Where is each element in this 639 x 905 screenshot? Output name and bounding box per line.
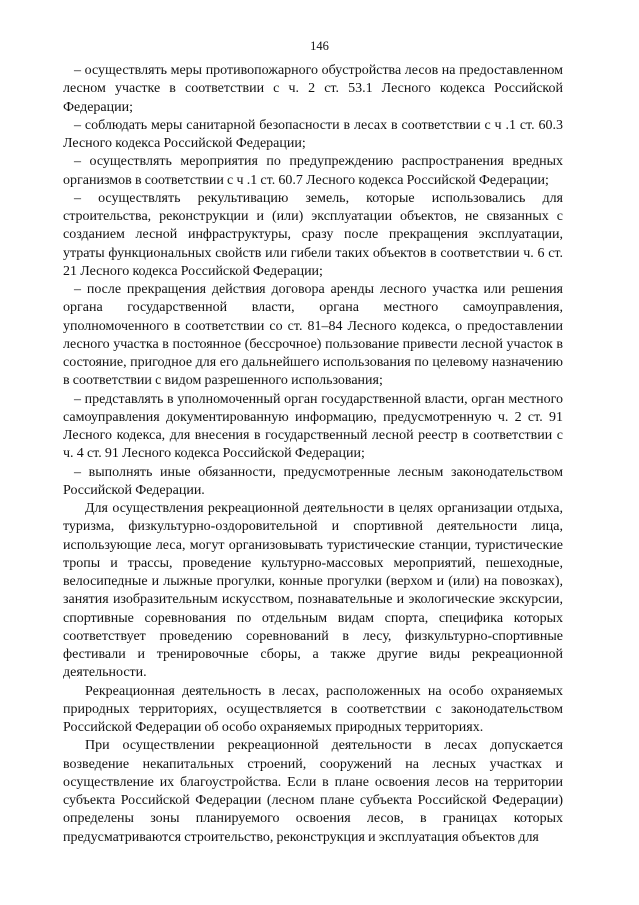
list-item: – осуществлять рекультивацию земель, которые использовались для строительства, реконструкции и (или) эксплуатации объектов, не связанных с созданием лесной инфраструктуры, сразу после прекращения эксплуатации, утраты функциональных свойств или гибели таких объектов в соответствии ч. 6 ст. 21 Лесного кодекса Российской Федерации;: [63, 190, 563, 279]
page-number: 146: [310, 39, 329, 53]
list-item: – осуществлять меры противопожарного обустройства лесов на предоставленном лесном участке в соответствии с ч. 2 ст. 53.1 Лесного кодекса Российской Федерации;: [63, 63, 563, 115]
list-item: – после прекращения действия договора аренды лесного участка или решения органа государственной власти, органа местного самоуправления, уполномоченного в соответствии со ст. 81–84 Лесного кодекса, о предоставлении лесного участка в постоянное (бессрочное) пользование привести лесной участок в состояние, пригодное для его дальнейшего использования по целевому назначению в соответствии с видом разрешенного использования;: [63, 282, 563, 389]
list-item: – представлять в уполномоченный орган государственной власти, орган местного самоуправления документированную информацию, предусмотренную ч. 2 ст. 91 Лесного кодекса, для внесения в государственный лесной реестр в соответствии с ч. 4 ст. 91 Лесного кодекса Российской Федерации;: [63, 391, 563, 462]
paragraph: Для осуществления рекреационной деятельности в целях организации отдыха, туризма, физкультурно-оздоровительной и спортивной деятельности лица, использующие леса, могут организовывать туристические станции, туристические тропы и трассы, проведение культурно-массовых мероприятий, пешеходные, велосипедные и лыжные прогулки, конные прогулки (верхом и (или) на повозках), занятия изобразительным искусством, познавательные и экологические экскурсии, спортивные соревнования по отдельным видам спорта, специфика которых соответствует проведению соревнований в лесу, физкультурно-спортивные фестивали и тренировочные сборы, а также другие виды рекреационной деятельности.: [63, 501, 563, 681]
paragraph: При осуществлении рекреационной деятельности в лесах допускается возведение некапитальных строений, сооружений на лесных участках и осуществление их благоустройства. Если в плане освоения лесов на территории субъекта Российской Федерации (лесном плане субъекта Российской Федерации) определены зоны планируемого освоения лесов, в границах которых предусматриваются строительство, реконструкция и эксплуатация объектов для: [63, 738, 563, 845]
paragraph: Рекреационная деятельность в лесах, расположенных на особо охраняемых природных территориях, осуществляется в соответствии с законодательством Российской Федерации об особо охраняемых природных территориях.: [63, 683, 563, 735]
page-body: [63, 62, 563, 847]
list-item: – соблюдать меры санитарной безопасности в лесах в соответствии с ч .1 ст. 60.3 Лесного кодекса Российской Федерации;: [63, 117, 563, 151]
list-item: – осуществлять мероприятия по предупреждению распространения вредных организмов в соответствии с ч .1 ст. 60.7 Лесного кодекса Российской Федерации;: [63, 154, 563, 188]
list-item: – выполнять иные обязанности, предусмотренные лесным законодательством Российской Федерации.: [63, 464, 563, 498]
